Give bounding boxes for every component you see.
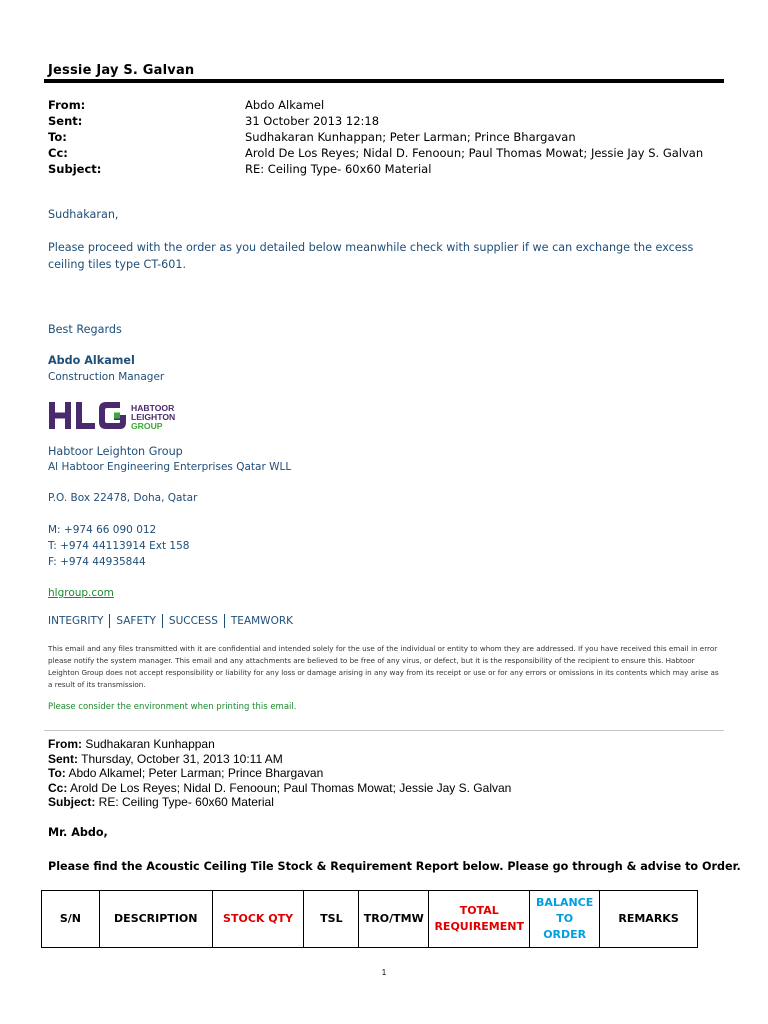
- col-description: DESCRIPTION: [99, 891, 212, 948]
- email2-to-row: [48, 766, 511, 781]
- email2-request: Please find the Acoustic Ceiling Tile Stock & Requirement Report below. Please go through & advise to Order.: [48, 860, 741, 873]
- sent-value: Thursday, October 31, 2013 10:11 AM: [78, 751, 283, 766]
- email2-sent-row: [48, 752, 511, 767]
- page-number: 1: [381, 968, 387, 977]
- email2-from-row: [48, 737, 511, 752]
- subject-label: Subject:: [48, 795, 96, 810]
- header-rule: [44, 79, 724, 83]
- table-header-row: [42, 891, 698, 948]
- email2-subject-row: [48, 795, 511, 810]
- email1-body: Please proceed with the order as you detailed below meanwhile check with supplier if we can exchange the excess ceiling tiles type CT-601.: [48, 241, 694, 271]
- email1-greeting: Sudhakaran,: [48, 208, 119, 221]
- document-owner: Jessie Jay S. Galvan: [48, 63, 195, 78]
- signature-title: Construction Manager: [48, 371, 165, 383]
- value-divider: [224, 614, 225, 628]
- col-tsl: TSL: [304, 891, 359, 948]
- email1-header: [48, 97, 728, 177]
- cc-value: Arold De Los Reyes; Nidal D. Fenooun; Paul Thomas Mowat; Jessie Jay S. Galvan: [245, 146, 704, 160]
- message-divider: [44, 730, 724, 731]
- logo-word-habtoor: HABTOOR: [131, 403, 175, 413]
- to-value: Sudhakaran Kunhappan; Peter Larman; Prince Bhargavan: [245, 130, 576, 144]
- contact-fax: F: +974 44935844: [48, 556, 146, 568]
- sent-label: Sent:: [48, 114, 83, 128]
- col-total-requirement: TOTAL REQUIREMENT: [429, 891, 530, 948]
- col-sn: S/N: [42, 891, 100, 948]
- email1-from-row: [48, 97, 728, 113]
- company-values: [48, 614, 293, 628]
- sent-value: 31 October 2013 12:18: [245, 114, 380, 128]
- sent-label: Sent:: [48, 751, 78, 766]
- col-balance-to-order: BALANCE TO ORDER: [530, 891, 600, 948]
- value-teamwork: TEAMWORK: [230, 615, 294, 627]
- value-integrity: INTEGRITY: [48, 615, 104, 627]
- email1-sent-row: [48, 113, 728, 129]
- cc-label: Cc:: [48, 146, 68, 160]
- email1-subject-row: [48, 161, 728, 177]
- contact-mobile: M: +974 66 090 012: [48, 524, 157, 536]
- to-value: Abdo Alkamel; Peter Larman; Prince Bhargavan: [65, 766, 324, 781]
- subject-label: Subject:: [48, 162, 102, 176]
- subject-value: RE: Ceiling Type- 60x60 Material: [245, 162, 432, 176]
- website-link[interactable]: hlgroup.com: [48, 587, 114, 599]
- signature-name: Abdo Alkamel: [48, 354, 135, 367]
- col-tro-tmw: TRO/TMW: [359, 891, 429, 948]
- company-name: Habtoor Leighton Group: [48, 445, 183, 458]
- to-label: To:: [48, 130, 67, 144]
- company-subsidiary: Al Habtoor Engineering Enterprises Qatar WLL: [48, 461, 292, 473]
- email1-to-row: [48, 129, 728, 145]
- email-disclaimer: This email and any files transmitted with it are confidential and intended solely for the use of the individual or entity to whom they are addressed. If you have received this email in error please notify the system manager. This email and any attachments are believed to be free of any virus, or defect, but it is the responsibility of the recipient to ensure this. Habtoor Leighton Group does not accept responsibility or liability for any loss or damage arising in any way from its receipt or use or for any errors or omissions in its contents which may arise as a result of its transmission.: [48, 644, 719, 689]
- subject-value: RE: Ceiling Type- 60x60 Material: [95, 795, 274, 810]
- from-label: From:: [48, 737, 82, 751]
- company-address: P.O. Box 22478, Doha, Qatar: [48, 492, 198, 504]
- value-divider: [162, 614, 163, 628]
- stock-requirement-table: [41, 890, 698, 948]
- logo-word-group: GROUP: [131, 421, 163, 431]
- email2-cc-row: [48, 781, 511, 796]
- email2-header: [48, 737, 511, 810]
- contact-tel: T: +974 44113914 Ext 158: [48, 540, 190, 552]
- logo-word-leighton: LEIGHTON: [131, 412, 176, 422]
- email2-greeting: Mr. Abdo,: [48, 826, 108, 839]
- col-remarks: REMARKS: [600, 891, 698, 948]
- to-label: To:: [48, 766, 66, 781]
- environment-note: Please consider the environment when printing this email.: [48, 702, 297, 712]
- value-safety: SAFETY: [116, 615, 156, 627]
- from-label: From:: [48, 98, 86, 112]
- from-value: Abdo Alkamel: [245, 98, 325, 112]
- value-success: SUCCESS: [168, 615, 218, 627]
- col-stock-qty: STOCK QTY: [212, 891, 304, 948]
- email1-closing: Best Regards: [48, 323, 122, 336]
- email1-cc-row: [48, 145, 728, 161]
- cc-label: Cc:: [48, 780, 68, 795]
- cc-value: Arold De Los Reyes; Nidal D. Fenooun; Paul Thomas Mowat; Jessie Jay S. Galvan: [67, 780, 512, 795]
- from-value: Sudhakaran Kunhappan: [82, 737, 215, 751]
- value-divider: [109, 614, 110, 628]
- hlg-logo: [48, 399, 208, 433]
